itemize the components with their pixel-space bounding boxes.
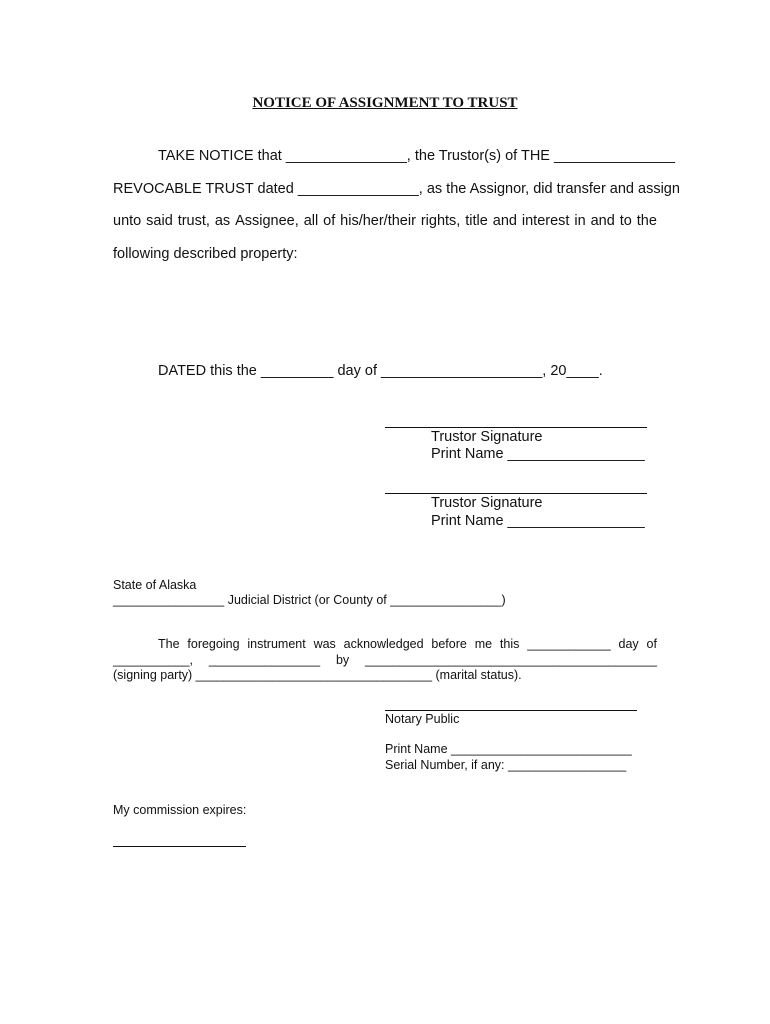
body-line-3-word: in: [574, 213, 586, 229]
body-line-3-word: said: [146, 213, 173, 229]
signature-line-2: [385, 493, 647, 494]
notary-signature-line: [385, 710, 637, 711]
ack-line-1-word: of: [646, 637, 657, 651]
ack-line-1-word: instrument: [247, 637, 306, 651]
ack-line-2-word: ___________,: [113, 653, 193, 667]
body-line-2: REVOCABLE TRUST dated _______________, as the Assignor, did transfer and assign: [113, 181, 680, 197]
body-line-3-word: and: [492, 213, 517, 229]
body-line-3-word: interest: [521, 213, 570, 229]
dated-line: DATED this the _________ day of ____________________, 20____.: [158, 363, 603, 379]
ack-line-1-word: day: [618, 637, 639, 651]
ack-line-1-word: The: [158, 637, 180, 651]
body-line-3: [113, 213, 657, 229]
ack-line-1-word: before: [431, 637, 467, 651]
ack-line-3: (signing party) __________________________________ (marital status).: [113, 668, 522, 682]
ack-line-1-word: ____________: [527, 637, 611, 651]
print-name-2: Print Name _________________: [431, 513, 645, 529]
commission-label: My commission expires:: [113, 803, 247, 817]
body-line-3-word: to: [619, 213, 632, 229]
body-line-1: TAKE NOTICE that _______________, the Trustor(s) of THE _______________: [158, 148, 675, 164]
body-line-3-word: all: [303, 213, 319, 229]
signature-label-1: Trustor Signature: [431, 429, 543, 445]
body-line-3-word: rights,: [420, 213, 461, 229]
body-line-3-word: Assignee,: [235, 213, 299, 229]
ack-line-2-word: by: [335, 653, 350, 667]
signature-label-2: Trustor Signature: [431, 495, 543, 511]
ack-line-1-word: this: [499, 637, 520, 651]
body-line-3-word: trust,: [177, 213, 210, 229]
ack-line-2-word: __________________________________________: [365, 653, 657, 667]
ack-line-1-word: was: [313, 637, 336, 651]
body-line-3-word: as: [214, 213, 231, 229]
body-line-3-word: title: [465, 213, 488, 229]
ack-line-1: [158, 637, 657, 651]
body-line-3-word: the: [636, 213, 657, 229]
notary-label: Notary Public: [385, 712, 460, 726]
venue-district: ________________ Judicial District (or County of ________________): [113, 593, 506, 607]
print-name-1: Print Name _________________: [431, 446, 645, 462]
ack-line-1-word: me: [474, 637, 493, 651]
body-line-4: following described property:: [113, 246, 298, 262]
ack-line-1-word: foregoing: [187, 637, 240, 651]
document-title: NOTICE OF ASSIGNMENT TO TRUST: [252, 95, 518, 111]
ack-line-1-word: acknowledged: [343, 637, 424, 651]
commission-date-line: [113, 846, 246, 847]
body-line-3-word: of: [323, 213, 336, 229]
body-line-3-word: unto: [113, 213, 142, 229]
signature-line-1: [385, 427, 647, 428]
ack-line-2: [113, 653, 657, 667]
ack-line-2-word: ________________: [208, 653, 321, 667]
body-line-3-word: his/her/their: [340, 213, 416, 229]
notary-print-name: Print Name __________________________: [385, 742, 632, 756]
body-line-3-word: and: [590, 213, 615, 229]
venue-state: State of Alaska: [113, 578, 197, 592]
notary-serial-number: Serial Number, if any: _________________: [385, 758, 627, 772]
